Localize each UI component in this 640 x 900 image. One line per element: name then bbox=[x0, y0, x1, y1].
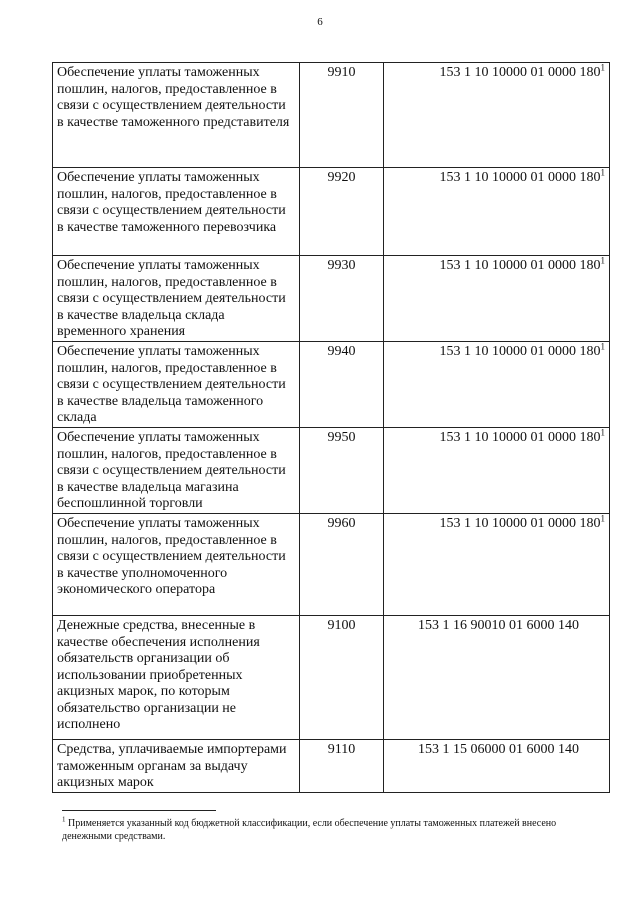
footnote-ref: 1 bbox=[600, 255, 605, 266]
row-code: 9930 bbox=[300, 256, 384, 342]
row-kbk-cell bbox=[384, 63, 610, 168]
row-kbk-cell bbox=[384, 616, 610, 740]
table-row bbox=[53, 514, 610, 616]
row-description: Обеспечение уплаты таможенных пошлин, налогов, предоставленное в связи с осуществлением деятельности в качестве владельца таможенного склада bbox=[53, 342, 300, 428]
footnote-ref: 1 bbox=[600, 513, 605, 524]
table-row bbox=[53, 342, 610, 428]
table-row bbox=[53, 256, 610, 342]
row-kbk: 153 1 10 10000 01 0000 180 bbox=[439, 344, 601, 359]
row-kbk: 153 1 16 90010 01 6000 140 bbox=[418, 618, 579, 633]
row-kbk: 153 1 10 10000 01 0000 180 bbox=[439, 170, 601, 185]
table-row bbox=[53, 740, 610, 793]
page-number: 6 bbox=[317, 16, 323, 28]
row-kbk: 153 1 10 10000 01 0000 180 bbox=[439, 516, 601, 531]
row-code: 9920 bbox=[300, 168, 384, 256]
table-row bbox=[53, 428, 610, 514]
footnote-mark: 1 bbox=[62, 815, 66, 824]
row-kbk-cell bbox=[384, 342, 610, 428]
row-description: Обеспечение уплаты таможенных пошлин, налогов, предоставленное в связи с осуществлением деятельности в качестве владельца склада временного хранения bbox=[53, 256, 300, 342]
row-kbk: 153 1 10 10000 01 0000 180 bbox=[439, 258, 601, 273]
payments-table bbox=[52, 62, 610, 793]
row-code: 9910 bbox=[300, 63, 384, 168]
table-row bbox=[53, 63, 610, 168]
row-description: Обеспечение уплаты таможенных пошлин, налогов, предоставленное в связи с осуществлением деятельности в качестве таможенного перевозчика bbox=[53, 168, 300, 256]
row-kbk-cell bbox=[384, 514, 610, 616]
row-kbk: 153 1 15 06000 01 6000 140 bbox=[418, 742, 579, 757]
row-code: 9110 bbox=[300, 740, 384, 793]
row-kbk-cell bbox=[384, 428, 610, 514]
footnote bbox=[62, 817, 602, 843]
row-code: 9960 bbox=[300, 514, 384, 616]
row-kbk: 153 1 10 10000 01 0000 180 bbox=[439, 430, 601, 445]
row-description: Денежные средства, внесенные в качестве обеспечения исполнения обязательств организации об использовании приобретенных акцизных марок, по которым обязательство организации не исполнено bbox=[53, 616, 300, 740]
row-description: Обеспечение уплаты таможенных пошлин, налогов, предоставленное в связи с осуществлением деятельности в качестве уполномоченного экономического оператора bbox=[53, 514, 300, 616]
footnote-ref: 1 bbox=[600, 62, 605, 73]
row-code: 9950 bbox=[300, 428, 384, 514]
footnote-separator bbox=[62, 810, 216, 811]
row-kbk-cell bbox=[384, 256, 610, 342]
footnote-text: Применяется указанный код бюджетной классификации, если обеспечение уплаты таможенных платежей внесено денежными средствами. bbox=[62, 818, 557, 842]
row-kbk-cell bbox=[384, 168, 610, 256]
row-code: 9100 bbox=[300, 616, 384, 740]
footnote-ref: 1 bbox=[600, 167, 605, 178]
footnote-ref: 1 bbox=[600, 341, 605, 352]
row-code: 9940 bbox=[300, 342, 384, 428]
table-row bbox=[53, 616, 610, 740]
footnote-ref: 1 bbox=[600, 427, 605, 438]
table-row bbox=[53, 168, 610, 256]
row-kbk: 153 1 10 10000 01 0000 180 bbox=[439, 65, 601, 80]
row-kbk-cell bbox=[384, 740, 610, 793]
row-description: Обеспечение уплаты таможенных пошлин, налогов, предоставленное в связи с осуществлением деятельности в качестве владельца магазина беспошлинной торговли bbox=[53, 428, 300, 514]
row-description: Обеспечение уплаты таможенных пошлин, налогов, предоставленное в связи с осуществлением деятельности в качестве таможенного представителя bbox=[53, 63, 300, 168]
row-description: Средства, уплачиваемые импортерами таможенным органам за выдачу акцизных марок bbox=[53, 740, 300, 793]
